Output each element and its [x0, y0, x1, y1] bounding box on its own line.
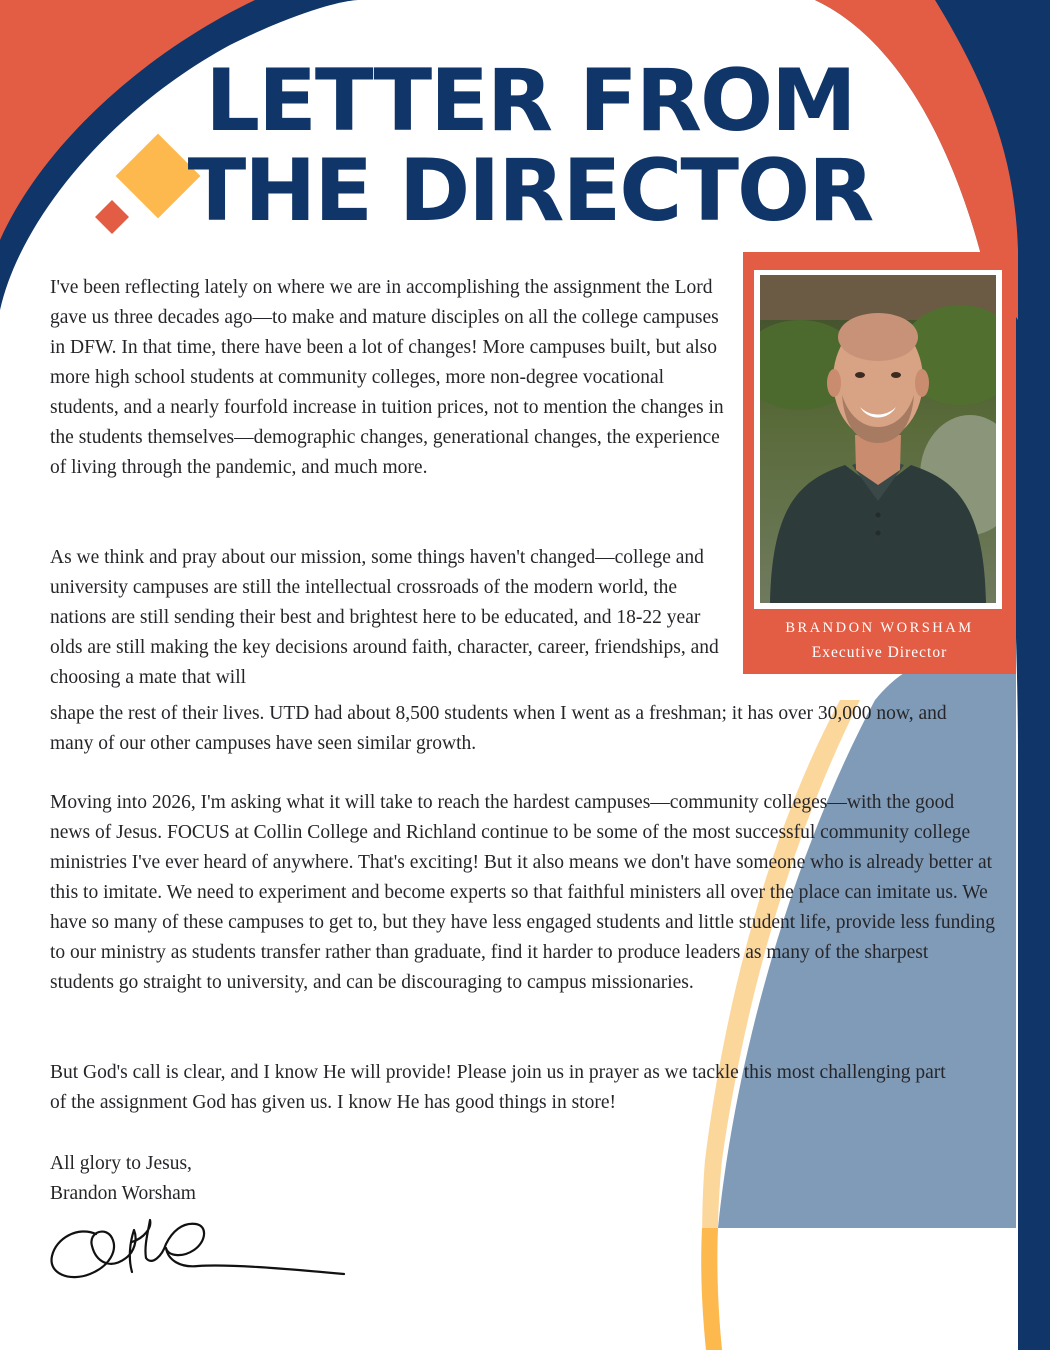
letter-closing — [50, 1149, 196, 1209]
closing-line: All glory to Jesus, — [50, 1153, 192, 1174]
portrait-role: Executive Director — [811, 644, 948, 661]
letter-paragraph-1: I've been reflecting lately on where we are in accomplishing the assignment the Lord gave us three decades ago—to make and mature disciples on all the college campuses in DFW. In that time, there have been a lot of changes! More campuses built, but also more high school students at community colleges, more non-degree vocational students, and a nearly fourfold increase in tuition prices, not to mention the changes in the students themselves—demographic changes, generational changes, the experience of living through the pandemic, and much more. — [50, 277, 724, 478]
letter-paragraph-3: Moving into 2026, I'm asking what it will take to reach the hardest campuses—community colleges—with the good news of Jesus. FOCUS at Collin College and Richland continue to be some of the most successful community college ministries I've ever heard of anywhere. That's exciting! But it also means we don't have someone who is already better at this to imitate. We need to experiment and become experts so that faithful ministers all over the place can imitate us. We have so many of these campuses to get to, but they have less engaged students and little student life, provide less funding to our ministry as students transfer rather than graduate, find it harder to produce leaders as many of the sharpest students go straight to university, and can be discouraging to campus missionaries. — [50, 792, 995, 993]
portrait-image — [760, 275, 996, 603]
signature-icon — [48, 1212, 348, 1287]
title-line-1: LETTER FROM — [205, 51, 855, 151]
director-portrait — [754, 270, 1002, 609]
letter-paragraph-2b: shape the rest of their lives. UTD had about 8,500 students when I went as a freshman; it has over 30,000 now, and many of our other campuses have seen similar growth. — [50, 703, 947, 754]
letter-paragraph-2a: As we think and pray about our mission, some things haven't changed—college and university campuses are still the intellectual crossroads of the modern world, the nations are still sending their best and brightest here to be educated, and 18-22 year olds are still making the key decisions around faith, character, career, friendships, and choosing a mate that will — [50, 547, 719, 688]
title-line-2: THE DIRECTOR — [187, 141, 873, 241]
portrait-name: BRANDON WORSHAM — [785, 620, 974, 636]
signoff-name: Brandon Worsham — [50, 1183, 196, 1204]
letter-paragraph-4: But God's call is clear, and I know He will provide! Please join us in prayer as we tackle this most challenging part of the assignment God has given us. I know He has good things in store! — [50, 1062, 946, 1113]
page-title — [180, 51, 880, 241]
